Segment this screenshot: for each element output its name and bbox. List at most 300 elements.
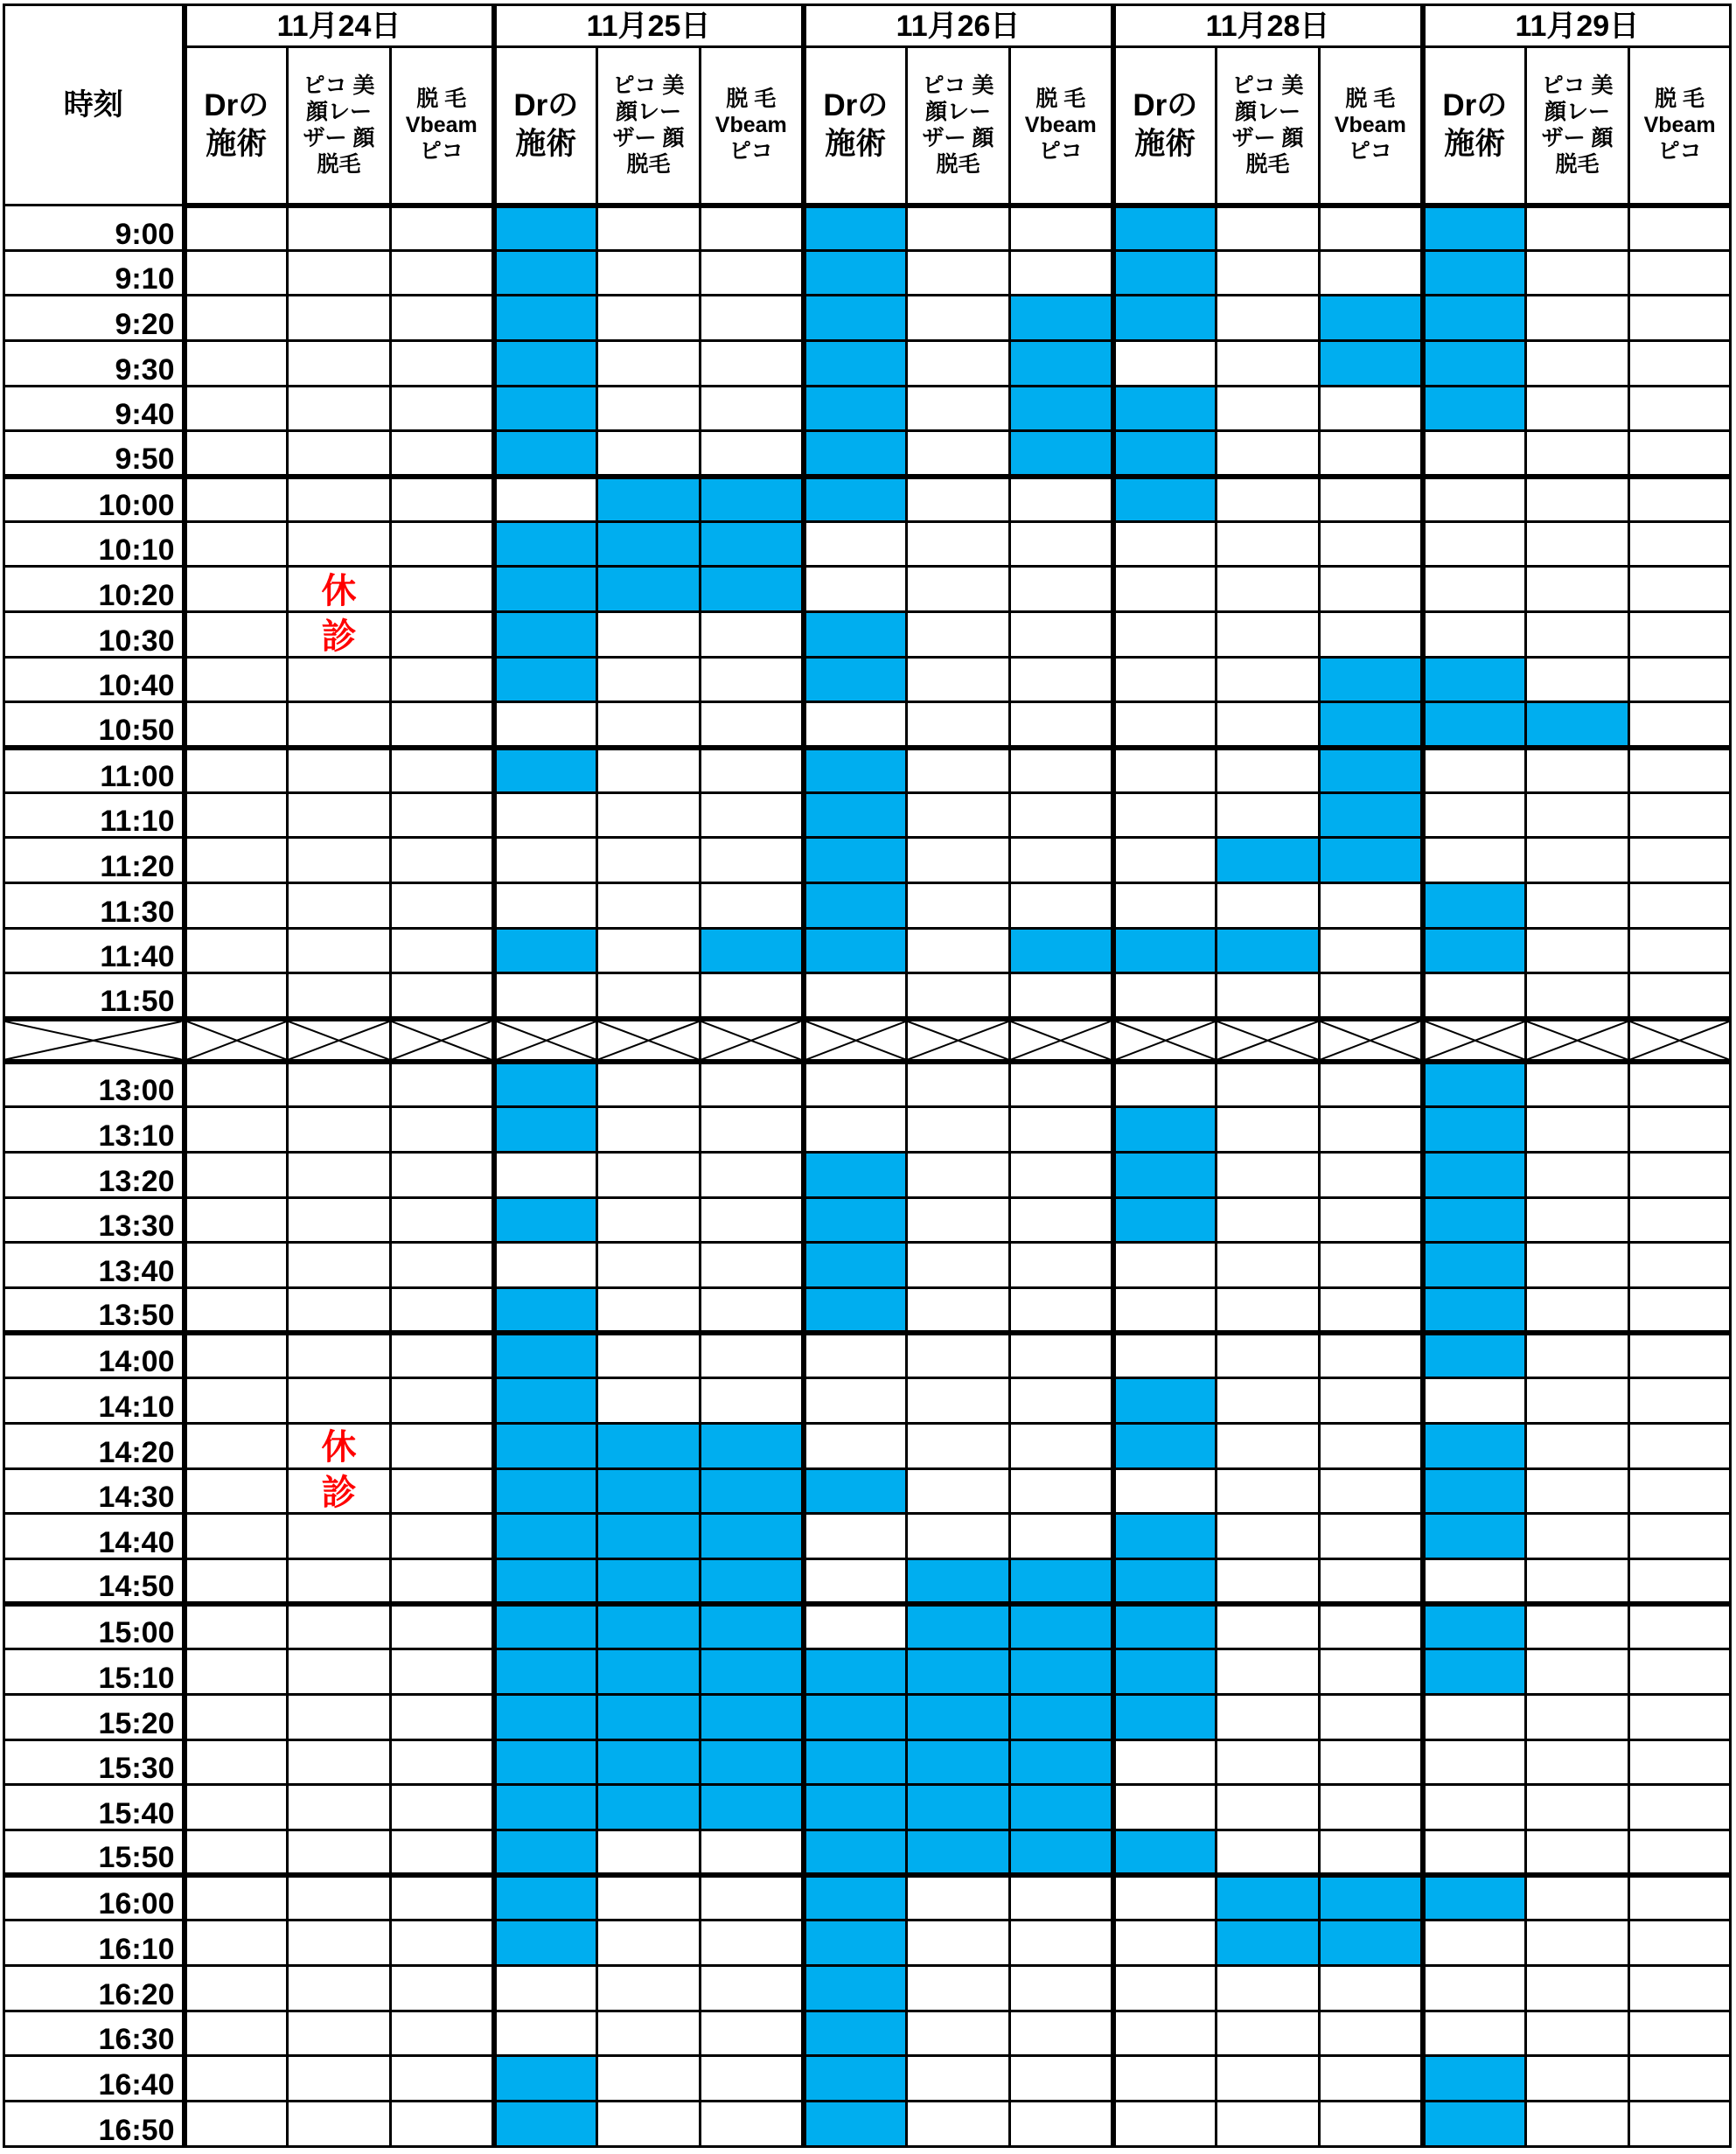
open-slot (1113, 1966, 1217, 2011)
open-slot (907, 748, 1010, 793)
open-slot (907, 1287, 1010, 1333)
booked-slot (701, 1604, 804, 1649)
open-slot (1320, 206, 1423, 251)
open-slot (288, 477, 391, 522)
open-slot (1526, 1243, 1629, 1288)
open-slot (288, 2056, 391, 2102)
open-slot (1629, 1649, 1731, 1695)
open-slot (288, 1695, 391, 1740)
time-row (4, 657, 1731, 702)
open-slot (1217, 1785, 1320, 1830)
time-label: 15:30 (4, 1739, 185, 1785)
booked-slot (1423, 702, 1526, 748)
open-slot (1320, 973, 1423, 1019)
open-slot (391, 1785, 494, 1830)
open-slot (597, 838, 701, 883)
booked-slot (907, 1649, 1010, 1695)
open-slot (701, 296, 804, 341)
open-slot (1320, 1695, 1423, 1740)
open-slot (1423, 521, 1526, 567)
open-slot (391, 883, 494, 929)
open-slot (701, 386, 804, 431)
open-slot (391, 1875, 494, 1920)
open-slot (288, 250, 391, 296)
booked-slot (701, 1423, 804, 1468)
booked-slot (494, 1062, 597, 1107)
open-slot (1423, 838, 1526, 883)
booked-slot (1423, 250, 1526, 296)
time-row (4, 1559, 1731, 1605)
time-label: 11:50 (4, 973, 185, 1019)
open-slot (1526, 1559, 1629, 1605)
open-slot (1113, 702, 1217, 748)
booked-slot (804, 2102, 907, 2147)
open-slot (1320, 2011, 1423, 2056)
open-slot (1526, 1920, 1629, 1966)
time-label: 16:10 (4, 1920, 185, 1966)
time-row (4, 928, 1731, 973)
open-slot (1320, 1152, 1423, 1197)
open-slot (1320, 1649, 1423, 1695)
open-slot (1629, 1468, 1731, 1514)
open-slot (1526, 1468, 1629, 1514)
open-slot (597, 748, 701, 793)
open-slot (185, 1062, 288, 1107)
booked-slot (1320, 1875, 1423, 1920)
open-slot (1423, 748, 1526, 793)
open-slot (1423, 1785, 1526, 1830)
booked-slot (494, 657, 597, 702)
booked-slot (804, 477, 907, 522)
time-row (4, 1739, 1731, 1785)
booked-slot (907, 1739, 1010, 1785)
open-slot (1526, 1649, 1629, 1695)
open-slot (185, 1287, 288, 1333)
hair-removal-vbeam-pico-header: 脱 毛 Vbeam ピコ (701, 47, 804, 206)
open-slot (1629, 1423, 1731, 1468)
pico-facial-laser-header: ピコ 美 顔レー ザー 顔 脱毛 (288, 47, 391, 206)
open-slot (1320, 1559, 1423, 1605)
open-slot (1629, 1785, 1731, 1830)
open-slot (185, 2102, 288, 2147)
booked-slot (494, 250, 597, 296)
time-row (4, 1333, 1731, 1378)
open-slot (185, 1785, 288, 1830)
open-slot (1629, 1695, 1731, 1740)
booked-slot (1423, 883, 1526, 929)
booked-slot (1423, 1423, 1526, 1468)
booked-slot (597, 1695, 701, 1740)
time-label: 10:30 (4, 612, 185, 658)
open-slot (185, 883, 288, 929)
time-row (4, 341, 1731, 387)
open-slot (907, 792, 1010, 838)
time-row (4, 792, 1731, 838)
open-slot (1629, 928, 1731, 973)
open-slot (907, 1333, 1010, 1378)
open-slot (288, 657, 391, 702)
open-slot (1010, 250, 1113, 296)
booked-slot (597, 1423, 701, 1468)
booked-slot (494, 2056, 597, 2102)
open-slot (701, 838, 804, 883)
open-slot (1629, 657, 1731, 702)
booked-slot (1423, 341, 1526, 387)
booked-slot (494, 1333, 597, 1378)
open-slot (907, 2011, 1010, 2056)
open-slot (1320, 250, 1423, 296)
open-slot (1423, 1830, 1526, 1876)
open-slot (185, 928, 288, 973)
open-slot (907, 657, 1010, 702)
time-label: 10:00 (4, 477, 185, 522)
open-slot (1629, 792, 1731, 838)
open-slot (907, 2102, 1010, 2147)
booked-slot (804, 1695, 907, 1740)
open-slot (1010, 1378, 1113, 1424)
open-slot (1320, 521, 1423, 567)
open-slot (1526, 1739, 1629, 1785)
time-row (4, 206, 1731, 251)
open-slot (1629, 1152, 1731, 1197)
open-slot (1320, 928, 1423, 973)
open-slot (1010, 521, 1113, 567)
open-slot (391, 1468, 494, 1514)
time-row (4, 1966, 1731, 2011)
booked-slot (1113, 1695, 1217, 1740)
open-slot (1526, 1423, 1629, 1468)
time-row (4, 250, 1731, 296)
open-slot (1320, 477, 1423, 522)
open-slot (1423, 1695, 1526, 1740)
booked-slot (494, 1830, 597, 1876)
time-label: 11:10 (4, 792, 185, 838)
booked-slot (1113, 1423, 1217, 1468)
open-slot (701, 1197, 804, 1243)
open-slot (1113, 1920, 1217, 1966)
open-slot (288, 1830, 391, 1876)
time-label: 11:30 (4, 883, 185, 929)
open-slot (185, 1966, 288, 2011)
open-slot (701, 1830, 804, 1876)
open-slot (1320, 1785, 1423, 1830)
open-slot (701, 2011, 804, 2056)
open-slot (185, 1514, 288, 1559)
break-cross-cell (907, 1019, 1010, 1063)
open-slot (1526, 612, 1629, 658)
open-slot (701, 250, 804, 296)
open-slot (1526, 521, 1629, 567)
time-row (4, 1514, 1731, 1559)
time-row (4, 1423, 1731, 1468)
open-slot (1217, 792, 1320, 838)
open-slot (1010, 1468, 1113, 1514)
open-slot (185, 1920, 288, 1966)
open-slot (907, 1197, 1010, 1243)
time-label: 14:00 (4, 1333, 185, 1378)
booked-slot (1010, 1604, 1113, 1649)
open-slot (1423, 1739, 1526, 1785)
open-slot (1113, 521, 1217, 567)
open-slot (597, 250, 701, 296)
open-slot (1526, 2056, 1629, 2102)
open-slot (1113, 883, 1217, 929)
break-cross-cell (391, 1019, 494, 1063)
open-slot (1423, 792, 1526, 838)
time-row (4, 1468, 1731, 1514)
booked-slot (1113, 1830, 1217, 1876)
open-slot (391, 2102, 494, 2147)
booked-slot (494, 431, 597, 477)
open-slot (1320, 1514, 1423, 1559)
open-slot (1629, 702, 1731, 748)
open-slot (391, 1378, 494, 1424)
open-slot (1217, 1739, 1320, 1785)
open-slot (1217, 748, 1320, 793)
booked-slot (1423, 1875, 1526, 1920)
open-slot (701, 1875, 804, 1920)
booked-slot (597, 1785, 701, 1830)
open-slot (1217, 883, 1320, 929)
open-slot (804, 702, 907, 748)
open-slot (288, 1287, 391, 1333)
open-slot (804, 1107, 907, 1153)
time-row (4, 1830, 1731, 1876)
booked-slot (1113, 1649, 1217, 1695)
open-slot (391, 1739, 494, 1785)
open-slot (494, 883, 597, 929)
open-slot (1010, 2056, 1113, 2102)
open-slot (391, 521, 494, 567)
open-slot (1113, 1287, 1217, 1333)
open-slot (701, 657, 804, 702)
break-cross-cell (701, 1019, 804, 1063)
open-slot (804, 1559, 907, 1605)
booked-slot (1423, 2056, 1526, 2102)
open-slot (1320, 1468, 1423, 1514)
open-slot (1629, 2056, 1731, 2102)
break-cross-cell (1526, 1019, 1629, 1063)
open-slot (1320, 1243, 1423, 1288)
open-slot (1526, 2102, 1629, 2147)
time-row (4, 748, 1731, 793)
open-slot (804, 1423, 907, 1468)
booked-slot (494, 1695, 597, 1740)
open-slot (185, 521, 288, 567)
time-row (4, 1875, 1731, 1920)
open-slot (907, 1875, 1010, 1920)
date-header-4: 11月28日 (1113, 5, 1423, 47)
booked-slot (1320, 748, 1423, 793)
booked-slot (1113, 1107, 1217, 1153)
open-slot (185, 341, 288, 387)
booked-slot (1113, 296, 1217, 341)
open-slot (1217, 477, 1320, 522)
date-header-3: 11月26日 (804, 5, 1113, 47)
open-slot (907, 1423, 1010, 1468)
open-slot (1629, 521, 1731, 567)
open-slot (185, 748, 288, 793)
booked-slot (494, 748, 597, 793)
booked-slot (1320, 296, 1423, 341)
open-slot (185, 296, 288, 341)
time-label: 10:40 (4, 657, 185, 702)
booked-slot (494, 1514, 597, 1559)
open-slot (1217, 1468, 1320, 1514)
open-slot (597, 1152, 701, 1197)
booked-slot (1113, 928, 1217, 973)
booked-slot (1423, 1152, 1526, 1197)
open-slot (701, 748, 804, 793)
open-slot (1629, 1875, 1731, 1920)
open-slot (1320, 1830, 1423, 1876)
open-slot (597, 1830, 701, 1876)
open-slot (185, 1830, 288, 1876)
time-label: 16:00 (4, 1875, 185, 1920)
open-slot (1010, 612, 1113, 658)
open-slot (1113, 2102, 1217, 2147)
open-slot (1217, 1378, 1320, 1424)
open-slot (1526, 748, 1629, 793)
closed-note-afternoon: 休 診 (321, 1427, 357, 1514)
time-label: 9:00 (4, 206, 185, 251)
pico-facial-laser-header: ピコ 美 顔レー ザー 顔 脱毛 (907, 47, 1010, 206)
booked-slot (804, 2011, 907, 2056)
open-slot (1526, 1604, 1629, 1649)
booked-slot (494, 1423, 597, 1468)
booked-slot (1010, 341, 1113, 387)
booked-slot (701, 477, 804, 522)
open-slot (1423, 477, 1526, 522)
booked-slot (907, 1695, 1010, 1740)
booked-slot (804, 2056, 907, 2102)
time-row (4, 386, 1731, 431)
open-slot (185, 1107, 288, 1153)
booked-slot (804, 657, 907, 702)
open-slot (1526, 567, 1629, 612)
open-slot (391, 1966, 494, 2011)
time-label: 10:20 (4, 567, 185, 612)
open-slot (907, 341, 1010, 387)
open-slot (288, 1920, 391, 1966)
booked-slot (1423, 206, 1526, 251)
booked-slot (907, 1785, 1010, 1830)
open-slot (804, 567, 907, 612)
open-slot (494, 1966, 597, 2011)
break-cross-cell (494, 1019, 597, 1063)
open-slot (1320, 1107, 1423, 1153)
open-slot (1217, 1695, 1320, 1740)
open-slot (288, 1604, 391, 1649)
open-slot (1217, 341, 1320, 387)
open-slot (288, 1378, 391, 1424)
booked-slot (597, 1468, 701, 1514)
open-slot (1113, 1739, 1217, 1785)
open-slot (1629, 1333, 1731, 1378)
open-slot (1217, 1197, 1320, 1243)
time-label: 15:10 (4, 1649, 185, 1695)
open-slot (597, 2011, 701, 2056)
open-slot (288, 883, 391, 929)
open-slot (185, 838, 288, 883)
open-slot (597, 657, 701, 702)
booked-slot (1526, 702, 1629, 748)
open-slot (1113, 748, 1217, 793)
open-slot (391, 748, 494, 793)
open-slot (907, 2056, 1010, 2102)
open-slot (185, 1739, 288, 1785)
open-slot (288, 1514, 391, 1559)
open-slot (907, 386, 1010, 431)
time-row (4, 702, 1731, 748)
open-slot (1217, 1062, 1320, 1107)
open-slot (1320, 883, 1423, 929)
open-slot (1217, 973, 1320, 1019)
open-slot (597, 702, 701, 748)
booked-slot (494, 1649, 597, 1695)
open-slot (1320, 386, 1423, 431)
open-slot (494, 477, 597, 522)
open-slot (1113, 1243, 1217, 1288)
open-slot (804, 1604, 907, 1649)
booked-slot (597, 1604, 701, 1649)
booked-slot (1113, 206, 1217, 251)
booked-slot (1423, 1287, 1526, 1333)
open-slot (1217, 1649, 1320, 1695)
booked-slot (494, 386, 597, 431)
open-slot (907, 1920, 1010, 1966)
open-slot (597, 883, 701, 929)
open-slot (185, 1649, 288, 1695)
booked-slot (701, 521, 804, 567)
time-row (4, 1604, 1731, 1649)
open-slot (1010, 1875, 1113, 1920)
open-slot (391, 477, 494, 522)
open-slot (701, 1378, 804, 1424)
time-row (4, 1197, 1731, 1243)
open-slot (1217, 386, 1320, 431)
open-slot (597, 2056, 701, 2102)
open-slot (391, 1830, 494, 1876)
booked-slot (1217, 928, 1320, 973)
open-slot (288, 1333, 391, 1378)
time-label: 9:30 (4, 341, 185, 387)
booked-slot (701, 1695, 804, 1740)
booked-slot (907, 1559, 1010, 1605)
break-cross-cell (1010, 1019, 1113, 1063)
open-slot (907, 973, 1010, 1019)
open-slot (701, 1152, 804, 1197)
open-slot (391, 567, 494, 612)
open-slot (1217, 1830, 1320, 1876)
open-slot (391, 1604, 494, 1649)
open-slot (1629, 1378, 1731, 1424)
open-slot (1423, 2011, 1526, 2056)
open-slot (1526, 973, 1629, 1019)
open-slot (1320, 1333, 1423, 1378)
booked-slot (1010, 928, 1113, 973)
booked-slot (1423, 296, 1526, 341)
open-slot (288, 1197, 391, 1243)
booked-slot (1113, 1152, 1217, 1197)
open-slot (185, 792, 288, 838)
open-slot (1113, 657, 1217, 702)
booked-slot (597, 1514, 701, 1559)
booked-slot (804, 1920, 907, 1966)
open-slot (391, 296, 494, 341)
booked-slot (597, 1559, 701, 1605)
booked-slot (494, 2102, 597, 2147)
